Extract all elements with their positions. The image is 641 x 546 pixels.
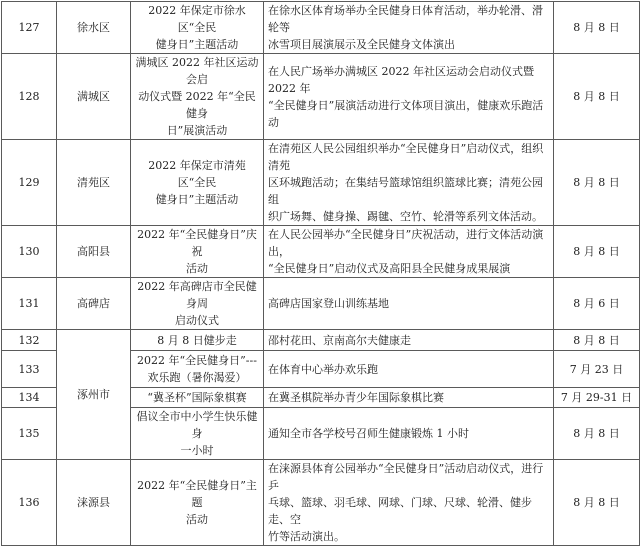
- district-cell: 涿州市: [57, 330, 131, 460]
- row-number: 127: [2, 2, 57, 54]
- event-description-cell: 邵村花田、京南高尔夫健康走: [264, 330, 554, 351]
- event-date-cell: 8 月 8 日: [554, 2, 640, 54]
- district-cell: 清苑区: [57, 140, 131, 226]
- event-date-cell: 8 月 8 日: [554, 226, 640, 278]
- event-name-cell: 8 月 8 日健步走: [131, 330, 264, 351]
- row-number: 130: [2, 226, 57, 278]
- table-row: [2, 2, 640, 54]
- table-row: [2, 54, 640, 140]
- event-description-cell: 在人民广场举办满城区 2022 年社区运动会启动仪式暨 2022 年 “全民健身日”展演活动进行文体项目演出，健康欢乐跑活动: [264, 54, 554, 140]
- event-date-cell: 7 月 23 日: [554, 351, 640, 388]
- event-date-cell: 8 月 8 日: [554, 140, 640, 226]
- table-row: [2, 140, 640, 226]
- table-row: [2, 460, 640, 546]
- event-name-cell: 2022 年“全民健身日”--- 欢乐跑（暑你渴爱）: [131, 351, 264, 388]
- district-cell: 高阳县: [57, 226, 131, 278]
- event-name-cell: 2022 年保定市徐水区“全民 健身日”主题活动: [131, 2, 264, 54]
- event-description-cell: 在冀圣棋院举办青少年国际象棋比赛: [264, 388, 554, 408]
- event-name-cell: 2022 年“全民健身日”主题 活动: [131, 460, 264, 546]
- district-cell: 满城区: [57, 54, 131, 140]
- event-name-cell: 倡议全市中小学生快乐健身 一小时: [131, 408, 264, 460]
- event-date-cell: 7 月 29-31 日: [554, 388, 640, 408]
- row-number: 128: [2, 54, 57, 140]
- district-cell: 高碑店: [57, 278, 131, 330]
- district-cell: 徐水区: [57, 2, 131, 54]
- row-number: 136: [2, 460, 57, 546]
- table-row: [2, 278, 640, 330]
- row-number: 133: [2, 351, 57, 388]
- event-date-cell: 8 月 8 日: [554, 54, 640, 140]
- event-name-cell: 2022 年“全民健身日”庆祝 活动: [131, 226, 264, 278]
- event-description-cell: 通知全市各学校号召师生健康锻炼 1 小时: [264, 408, 554, 460]
- event-name-cell: “冀圣杯”国际象棋赛: [131, 388, 264, 408]
- row-number: 135: [2, 408, 57, 460]
- event-description-cell: 在体育中心举办欢乐跑: [264, 351, 554, 388]
- event-date-cell: 8 月 6 日: [554, 278, 640, 330]
- event-name-cell: 2022 年保定市清苑区“全民 健身日”主题活动: [131, 140, 264, 226]
- row-number: 132: [2, 330, 57, 351]
- event-description-cell: 在清苑区人民公园组织举办“全民健身日”启动仪式，组织清苑 区环城跑活动；在集结号篮球馆组织篮球比赛；清苑公园组 织广场舞、健身操、踢毽、空竹、轮滑等系列文体活动。: [264, 140, 554, 226]
- row-number: 134: [2, 388, 57, 408]
- row-number: 131: [2, 278, 57, 330]
- row-number: 129: [2, 140, 57, 226]
- district-cell: 涞源县: [57, 460, 131, 546]
- table-row: [2, 330, 640, 351]
- table-row: [2, 226, 640, 278]
- event-date-cell: 8 月 8 日: [554, 408, 640, 460]
- event-name-cell: 2022 年高碑店市全民健身周 启动仪式: [131, 278, 264, 330]
- events-table: [1, 1, 640, 546]
- event-date-cell: 8 月 8 日: [554, 330, 640, 351]
- event-description-cell: 在人民公园举办“全民健身日”庆祝活动，进行文体活动演出， “全民健身日”启动仪式及高阳县全民健身成果展演: [264, 226, 554, 278]
- event-date-cell: 8 月 8 日: [554, 460, 640, 546]
- event-description-cell: 在涞源县体育公园举办“全民健身日”活动启动仪式，进行乒 乓球、篮球、羽毛球、网球、门球、尺球、轮滑、健步走、空 竹等活动演出。: [264, 460, 554, 546]
- event-name-cell: 满城区 2022 年社区运动会启 动仪式暨 2022 年“全民健身 日”展演活动: [131, 54, 264, 140]
- event-description-cell: 在徐水区体育场举办全民健身日体育活动，举办轮滑、滑轮等 冰雪项目展演展示及全民健身文体演出: [264, 2, 554, 54]
- event-description-cell: 高碑店国家登山训练基地: [264, 278, 554, 330]
